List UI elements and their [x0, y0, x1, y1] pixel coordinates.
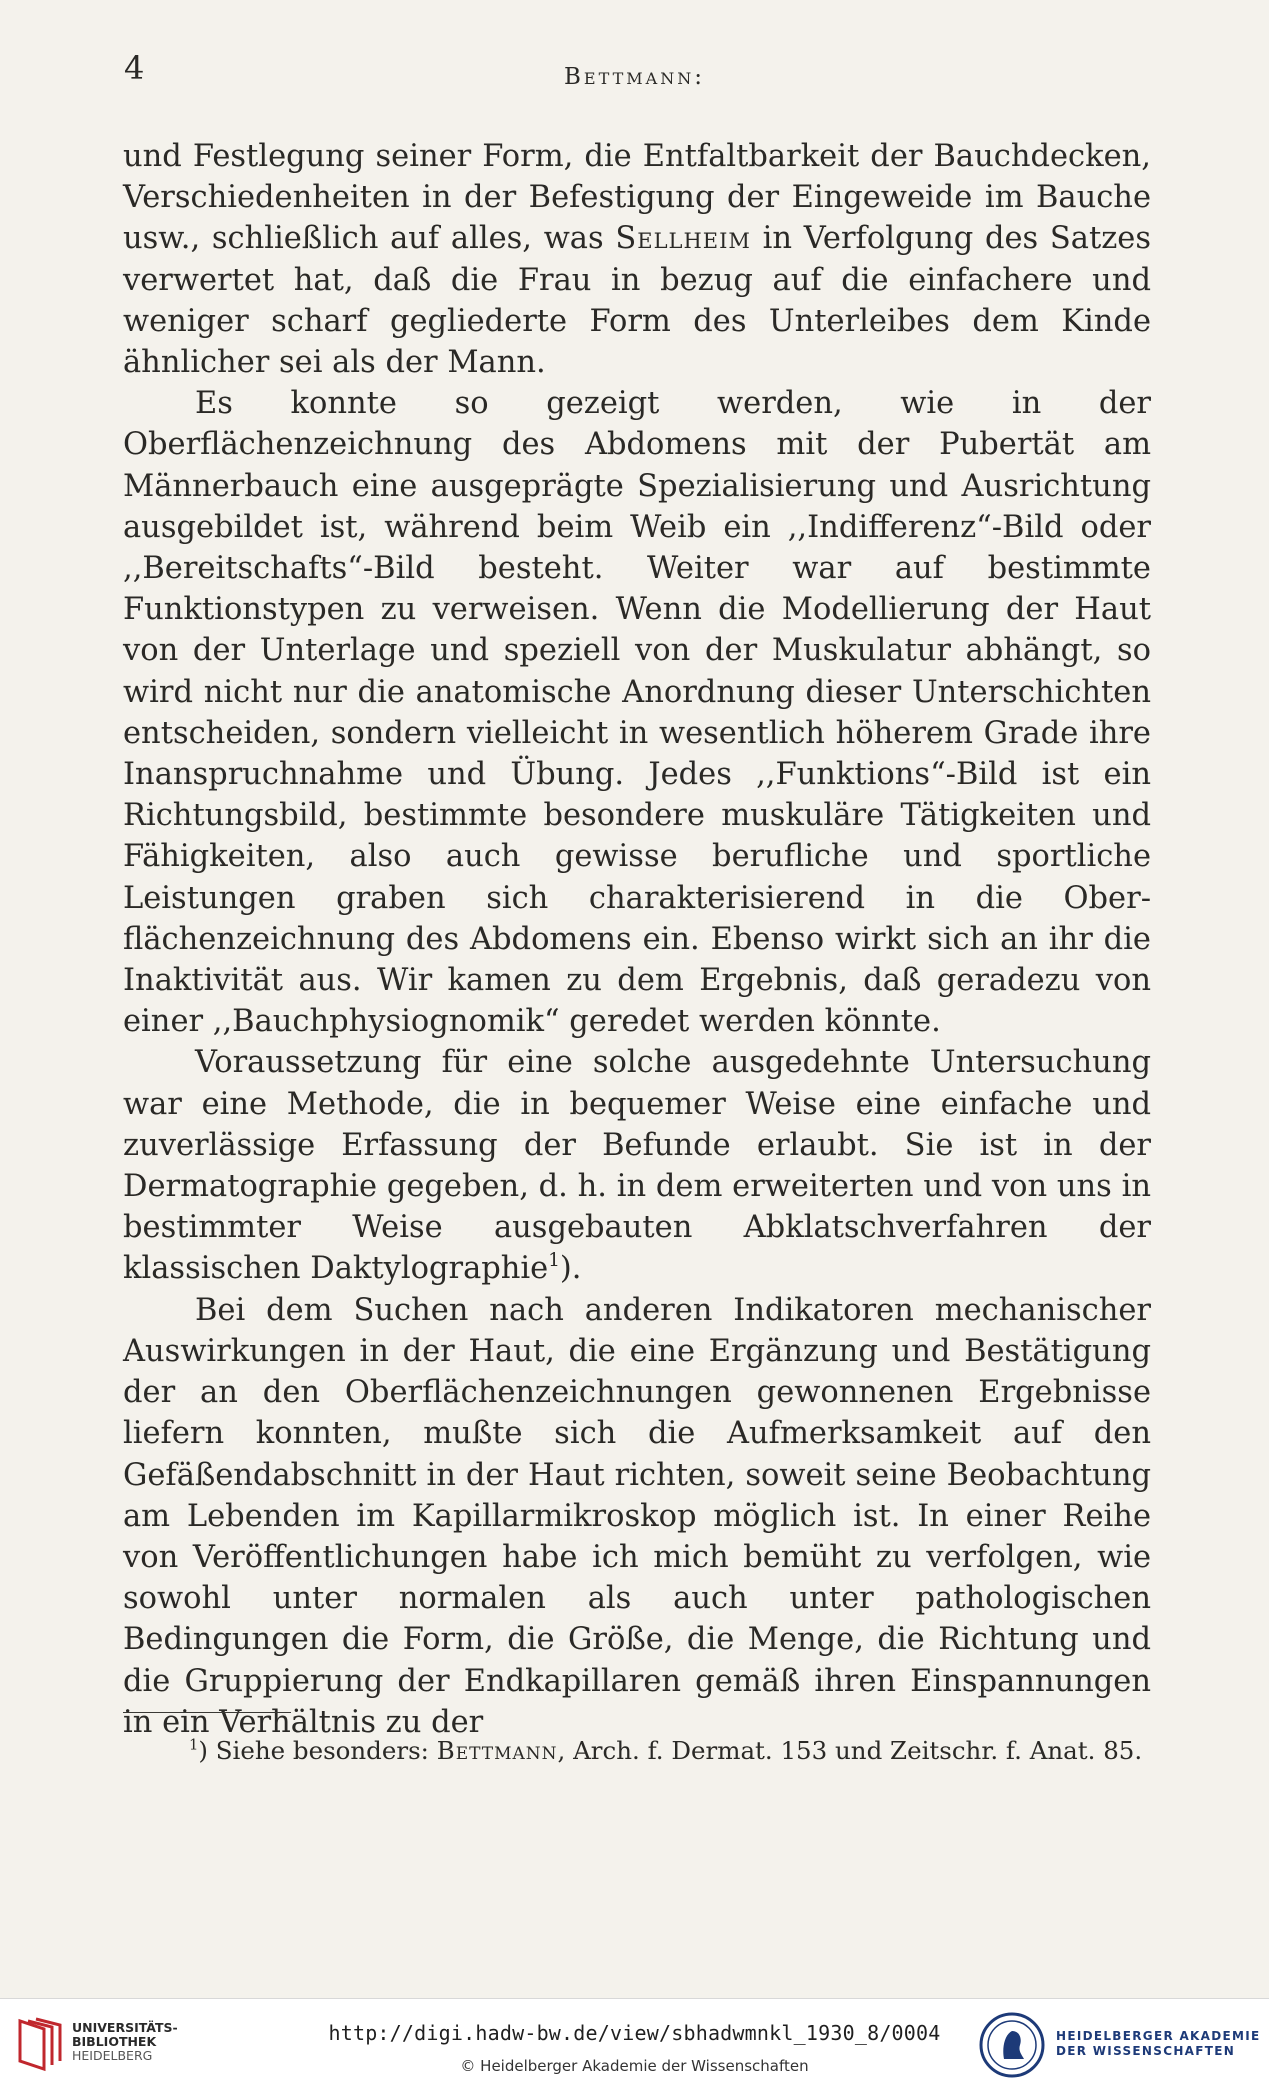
footnote-part-b: , Arch. f. Dermat. 153 und Zeitschr. f. Anat. 85. [557, 1736, 1143, 1765]
footnote-rule [123, 1712, 291, 1713]
author-name-bettmann: Bettmann [436, 1736, 558, 1765]
running-head: Bettmann: [564, 64, 705, 90]
page-number: 4 [124, 49, 145, 87]
academy-seal-icon[interactable] [978, 2011, 1046, 2079]
footnote-marker: 1 [189, 1736, 199, 1754]
paragraph-1-part-a: und Festlegung seiner Form, die Entfaltbarkeit der Bauchdecken, Verschiedenheiten in der Befestigung der Eingeweide im Bauche usw., schließlich auf alles, was [123, 139, 1151, 257]
paragraph-2: Es konnte so gezeigt werden, wie in der Oberflächenzeichnung des Abdomens mit der Pubertät am Männerbauch eine ausgeprägte Spezialisierung und Ausrichtung ausgebildet ist, während beim Weib ein ,,Indifferenz“-Bild oder ,,Bereitschafts“-Bild besteht. Weiter war auf bestimmte Funktionstypen zu verweisen. Wenn die Modellierung der Haut von der Unterlage und speziell von der Muskulatur abhängt, so wird nicht nur die anatomische Anordnung dieser Unterschichten entscheiden, sondern vielleicht in wesentlich höherem Grade ihre Inanspruchnahme und Übung. Jedes ,,Funktions“-Bild ist ein Richtungsbild, bestimmte besondere muskuläre Tätigkeiten und Fähigkeiten, also auch gewisse berufliche und sportliche Leistungen graben sich charakterisierend in die Oberflächenzeichnung des Abdomens ein. Ebenso wirkt sich an ihr die Inaktivität aus. Wir kamen zu dem Ergebnis, daß geradezu von einer ,,Bauchphysiognomik“ geredet werden könnte. [123, 386, 1151, 1040]
academy-name: HEIDELBERGER AKADEMIE DER WISSENSCHAFTEN [1056, 2029, 1261, 2058]
paragraph-3-end: ). [559, 1251, 582, 1287]
university-library-name: UNIVERSITÄTS- BIBLIOTHEK HEIDELBERG [72, 2020, 178, 2063]
permalink-url[interactable]: http://digi.hadw-bw.de/view/sbhadwmnkl_1930_8/0004 [328, 2021, 941, 2045]
paragraph-3-text: Voraussetzung für eine solche ausgedehnte Untersuchung war eine Methode, die in bequemer Weise eine einfache und zuverlässige Erfassung der Befunde erlaubt. Sie ist in der Dermatographie gegeben, d. h. in dem erweiterten und von uns in bestimmter Weise ausgebauten Abklatschverfahren der klassischen Daktylographie [123, 1045, 1151, 1287]
author-name-sellheim: Sellheim [615, 221, 751, 257]
footnote-part-a: ) Siehe besonders: [198, 1736, 437, 1765]
footer-banner [0, 1998, 1269, 2095]
footnote-reference[interactable]: 1 [548, 1250, 560, 1272]
body-text [123, 136, 1151, 1743]
paragraph-4: Bei dem Suchen nach anderen Indikatoren mechanischer Auswirkungen in der Haut, die eine Ergänzung und Bestätigung der an den Oberflächenzeichnungen gewonnenen Ergebnisse liefern konnten, mußte sich die Aufmerksamkeit auf den Gefäßendabschnitt in der Haut richten, soweit seine Beobachtung am Lebenden im Kapillarmikroskop möglich ist. In einer Reihe von Veröffentlichungen habe ich mich bemüht zu verfolgen, wie sowohl unter normalen als auch unter pathologischen Bedingungen die Form, die Größe, die Menge, die Richtung und die Gruppierung der Endkapillaren gemäß ihren Einspannungen in ein Verhältnis zu der [123, 1292, 1151, 1740]
paragraph-3 [123, 1042, 1151, 1289]
paragraph-1 [123, 136, 1151, 383]
footnote [123, 1732, 1151, 1770]
copyright-notice: © Heidelberger Akademie der Wissenschaften [460, 2057, 809, 2075]
paragraph-1-part-b: in Verfolgung des Satzes verwertet hat, daß die Frau in bezug auf die einfachere und weniger scharf gegliederte Form des Unterleibes dem Kinde ähnlicher sei als der Mann. [123, 221, 1152, 381]
